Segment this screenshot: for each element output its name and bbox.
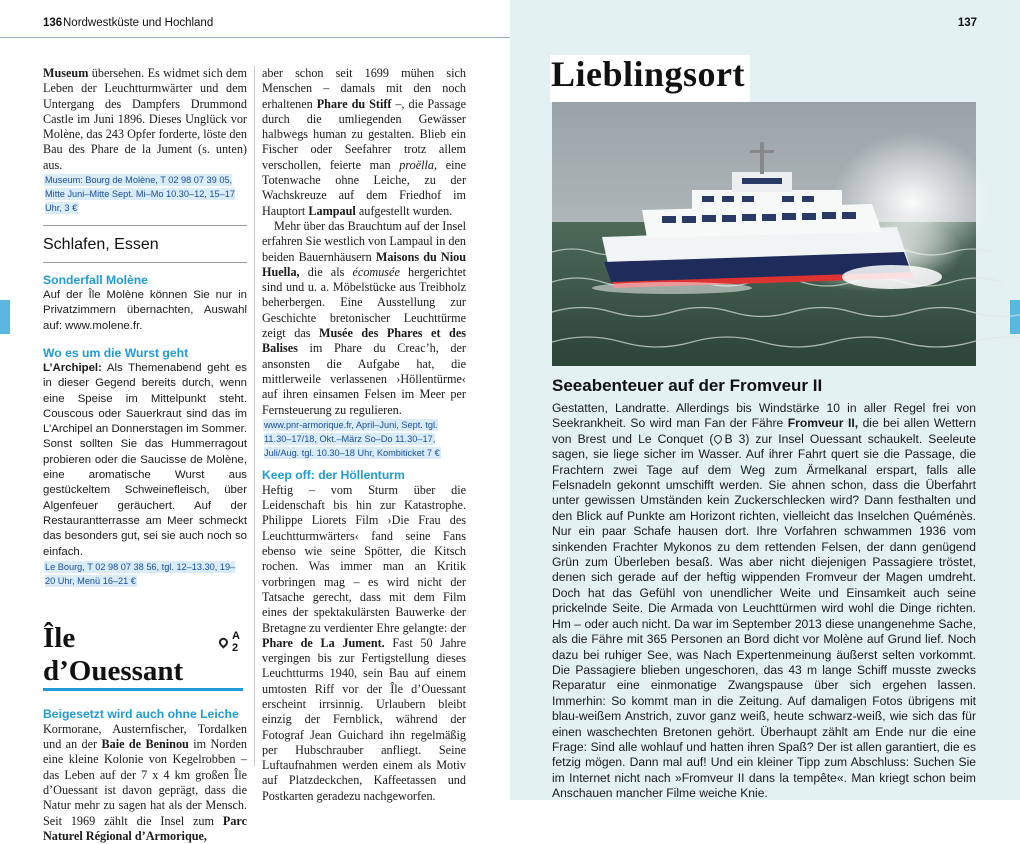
p1-text-3: eine Totenwache ohne Leiche, zu der Wachskreuze auf dem Friedhof im Hauptort	[262, 157, 467, 218]
feature-paragraph	[552, 401, 976, 802]
left-page	[0, 0, 510, 843]
column-divider	[254, 66, 255, 766]
beige-text-1: Kormorane, Austernfischer, Tordalken und an der	[43, 721, 247, 752]
subhead-wurst: Wo es um die Wurst geht	[43, 345, 189, 360]
p1-bold-1: Phare du Stiff	[316, 96, 392, 111]
beigesetzt-paragraph	[43, 722, 247, 844]
p2-text-4: im Phare du Creac’h, der ansonsten die Aufgabe hat, die mittlerweile verlassenen ›Höllentürme‹ auf ihren einsamen Felsen im Meer per Fernsteuerung zu regulieren.	[262, 341, 466, 417]
museum-info-text: Museum: Bourg de Molène, T 02 98 07 39 05, Mitte Juni–Mitte Sept. Mi–Mo 10.30–12, 15–17 Uhr, 3 €	[45, 175, 235, 214]
map-pin-icon	[218, 636, 230, 648]
right-column	[262, 66, 466, 804]
archipel-info-text: Le Bourg, T 02 98 07 38 56, tgl. 12–13.30, 19–20 Uhr, Menü 16–21 €	[45, 561, 236, 586]
stiff-paragraph	[262, 66, 466, 219]
feature-text-2: die bei allen Wettern von Brest und Le Conquet (	[552, 416, 976, 446]
map-pin-icon	[713, 433, 724, 444]
feature-text-1: Gestatten, Landratte. Allerdings bis Windstärke 10 in aller Regel frei von Seekrankheit. So wird man Fan der Fähre	[552, 401, 976, 431]
museum-info	[43, 173, 247, 215]
section-rule	[43, 262, 247, 263]
museum-bold: Museum	[43, 66, 89, 80]
p2-text-3: hergerichtet sind und u. a. Möbelstücke aus Treibholz beherbergen. Eine Ausstellung zur Geschichte bretonischer Leuchttürme zeigt das	[262, 264, 467, 341]
page-number-left: 136	[43, 17, 63, 29]
p1-bold-2: Lampaul	[308, 203, 356, 218]
p3-text-1: Heftig – vom Sturm über die Leidenschaft bis hin zur Katastrophe. Philippe Liorets Film ›Die Frau des Leuchtturmwärters‹ fand seine Fans ebenso wie seine Spötter, die Kitsch rochen. Was immer man an Kritik vorbringen mag – es wird nicht der Tatsache gerecht, dass mit dem Film eines der spektakulärsten Bauwerke der Bretagne zu verdienter Ehre gelangte: der	[262, 482, 466, 635]
feature-label: Lieblingsort	[551, 54, 746, 94]
feature-loc: B 3	[724, 431, 746, 446]
museum-text: übersehen. Es widmet sich dem Leben der Leuchtturmwärter und dem Untergang des Dampfers Drummond Castle im Juni 1896. Dieses Unglück vor Molène, das 243 Opfer forderte, löste den Bau des Phare de la Jument (s. unten) aus.	[43, 66, 248, 172]
page-number-right: 137	[957, 17, 977, 29]
heading-ouessant-text: Île d’Ouessant	[43, 621, 184, 687]
running-title: Nordwestküste und Hochland	[63, 17, 214, 29]
p1-italic-1: proëlla,	[399, 157, 438, 172]
musee-info	[262, 418, 466, 460]
side-tab-marker-right	[1010, 300, 1020, 334]
archipel-info	[43, 560, 247, 588]
feature-body	[552, 401, 976, 802]
left-column	[43, 66, 247, 844]
archipel-paragraph	[43, 361, 247, 560]
section-rule-top	[43, 225, 247, 226]
p1-text-4: aufgestellt wurden.	[358, 203, 453, 218]
p3-text-2: Fast 50 Jahre vergingen bis zur Fertigstellung dieses Leuchtturms 1940, sein Bau auf einem umtosten Riff vor der Île d’Ouessant erscheint irrsinnig. Urlaubern bleibt einzig der Fernblick, während der Fotograf Jean Guichard ihn regelmäßig per Hubschrauber anfliegt. Seine Luftaufnahmen werden einem als Motiv auf Platzdeckchen, Kaffeetassen und Postkarten geradezu nachgeworfen.	[262, 635, 466, 803]
beige-bold-1: Baie de Beninou	[101, 737, 189, 752]
subhead-beigesetzt: Beigesetzt wird auch ohne Leiche	[43, 706, 239, 721]
map-location-code: A 2	[231, 630, 240, 655]
brauchtum-paragraph	[262, 219, 466, 418]
hoellenturm-paragraph	[262, 483, 466, 804]
ferry-photo-svg	[552, 102, 976, 366]
section-title-schlafen: Schlafen, Essen	[43, 236, 159, 254]
feature-bold: Fromveur II,	[787, 416, 859, 431]
subhead-keepoff: Keep off: der Höllenturm	[262, 467, 405, 482]
feature-text-3: ) zur Insel Ouessant schaukelt. Seeleute sagen, sie liege sicher im Wasser. Auf ihrer Fahrt quert sie die Passage, die Frachtern zwei Tage auf dem Weg zum Ärmelkanal erspart, falls alle Felsnadeln gekonnt umschifft werden. Sie ahnen schon, dass die Überfahrt unter gewissen Umständen kein Zuckerschlecken wird? Dann festhalten und den Blick auf Punkte am Horizont richten, vielleicht das Inselchen Quéménès. Nur ein paar Schafe hausen dort. Ihre Vorfahren schwammen 1936 vom sinkenden Frachter Mykonos zu dem rettenden Felsen, der dann genügend Grün zum Überleben besaß. Was aber nicht diejenigen Passagiere tröstet, denen sich gerade auf der heftig wippenden Fromveur der Magen umdreht. Doch hat das Gefühl von unendlicher Weite und Einsamkeit auch seine prickelnde Seite. Die Armada von Leuchttürmen wird wohl die Dinge richten. Hm – oder auch nicht. Da war im September 2013 diese unangenehme Sache, als die Fähre mit 365 Personen an Bord dicht vor Molène auf Grund lief. Noch dazu bei ruhiger See, was Nach Expertenmeinung äußerst selten vorkommt. Die Passagiere blieben ungeschoren, das 43 m lange Schiff musste zwecks Reparatur eine einmonatige Zwangspause über sich ergehen lassen. Immerhin: So kommt man in die Zeitung. Auf damaligen Fotos übrigens mit blau-weißem Anstrich, zuvor ganz weiß, heute schwarz-weiß, wie sich das für einen waschechten Bretonen gehört. Überhaupt zählt am Ende nur die eine Frage: Sind alle wohlauf und hatten ihren Spaß? Der ist allen garantiert, die es fetzig mögen. Dann mal auf! Und ein kleiner Tipp zum Abschluss: Suchen Sie im Internet nicht nach »Fromveur II dans la tempête«. Man kriegt schon beim Anschauen mancher Filme weiche Knie.	[552, 431, 976, 801]
heading-rule	[43, 688, 243, 691]
p3-bold-1: Phare de La Jument.	[262, 635, 385, 650]
beige-text-2: im Norden eine kleine Kolonie von Kegelrobben – das Leben auf der 7 x 4 km großen Île d’Ouessant ist davon geprägt, dass die Natur mehr zu sagen hat als der Mensch. Seit 1969 zählt die Insel zum	[43, 737, 248, 828]
p1-text-1: aber schon seit 1699 mühen sich Menschen – damals mit den noch erhaltenen	[262, 66, 466, 111]
museum-paragraph	[43, 66, 247, 173]
feature-heading: Seeabenteuer auf der Fromveur II	[552, 376, 823, 395]
p2-bold-1: Maisons du Niou Huella,	[262, 249, 466, 279]
archipel-bold: L’Archipel:	[43, 361, 102, 374]
ferry-in-storm-photo	[552, 102, 976, 366]
side-tab-marker	[0, 300, 10, 334]
p2-text-1: Mehr über das Brauchtum auf der Insel erfahren Sie westlich von Lampaul in den beiden Bauernhäusern	[262, 218, 466, 264]
heading-ouessant	[43, 622, 247, 688]
header-rule	[0, 37, 510, 38]
archipel-text: Als Themenabend geht es in dieser Gegend bereits durch, wenn eine Speise im Mittelpunkt steht. Couscous oder Sauerkraut sind das im L’Archipel an Donnerstagen im Sommer. Sonst sollten Sie das Hummerragout probieren oder die Saucisse de Molène, eine aromatische Wurst aus gestückeltem Schweinefleisch, über Algenfeuer geräuchert. Auf der Restaurantterrasse am Meer schmeckt das besonders gut, sei sie auch noch so einfach.	[43, 361, 247, 558]
sonderfall-text: Auf der Île Molène können Sie nur in Privatzimmern übernachten, Auswahl auf: www.molene.fr.	[43, 289, 247, 332]
p1-text-2: –, die Passage durch die umliegenden Gewässer halbwegs human zu gestalten. Blieb ein Fischer oder Seefahrer trotz allem verschollen, feierte man	[262, 96, 466, 172]
map-location	[219, 630, 247, 654]
beige-bold-2: Parc Naturel Régional d’Armorique,	[43, 813, 248, 843]
subhead-sonderfall: Sonderfall Molène	[43, 273, 148, 288]
musee-info-text: www.pnr-armorique.fr, April–Juni, Sept. tgl. 11.30–17/18, Okt.–März So–Do 11.30–17, Juli/Aug. tgl. 10.30–18 Uhr, Kombiticket 7 €	[264, 419, 440, 458]
p2-italic-1: écomusée	[352, 264, 400, 279]
p2-text-2: die als	[307, 264, 345, 279]
p2-bold-2: Musée des Phares et des Balises	[262, 326, 466, 356]
